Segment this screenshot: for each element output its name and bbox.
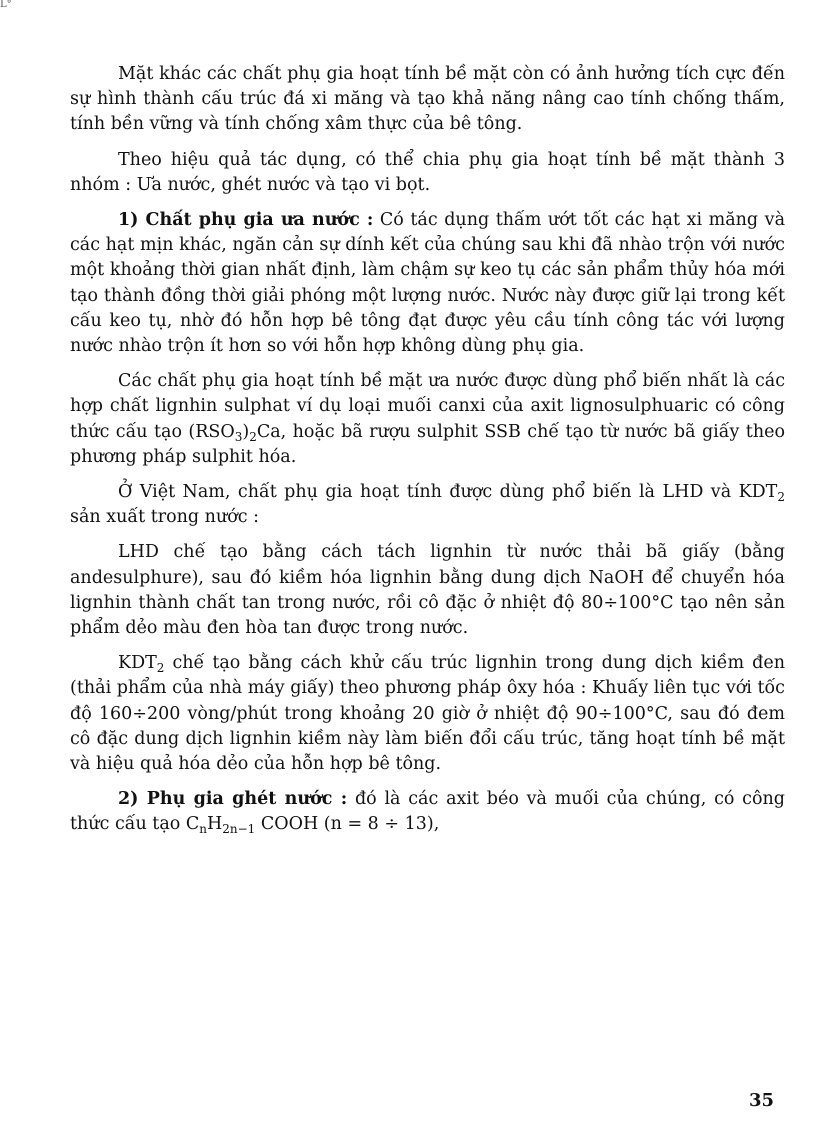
text-run: Ca, hoặc bã rượu sulphit SSB chế tạo từ nước bã giấy theo phương pháp sulphit hóa.	[70, 421, 785, 467]
text-run: )	[242, 421, 250, 442]
paragraph-vietnam-additives	[70, 480, 785, 530]
corner-mark: L°	[0, 0, 12, 10]
text-run: Ở Việt Nam, chất phụ gia hoạt tính được dùng phổ biến là LHD và KDT	[118, 482, 778, 503]
paragraph-lignin-sulphate	[70, 369, 785, 470]
text-run: COOH (n = 8 ÷ 13),	[255, 814, 440, 835]
section-heading-hydrophobic: 2) Phụ gia ghét nước :	[118, 789, 348, 810]
text-run: sản xuất trong nước :	[70, 507, 260, 528]
paragraph-classification: Theo hiệu quả tác dụng, có thể chia phụ gia hoạt tính bề mặt thành 3 nhóm : Ưa nước, ghét nước và tạo vi bọt.	[70, 149, 785, 195]
subscript: 3	[234, 429, 243, 444]
section-heading-hydrophilic: 1) Chất phụ gia ưa nước :	[118, 210, 374, 231]
text-run: H	[207, 814, 223, 835]
subscript: 2n−1	[222, 822, 256, 837]
text-run: Các chất phụ gia hoạt tính bề mặt ưa nước được dùng phổ biến nhất là các hợp chất lignhin sulphat ví dụ loại muối canxi của axit lignosulphuaric có công thức cấu tạo (RSO	[70, 371, 785, 442]
text-run: đó là các axit béo và muối của chúng, có công thức cấu tạo C	[70, 789, 785, 835]
text-run: chế tạo bằng cách khử cấu trúc lignhin trong dung dịch kiềm đen (thải phẩm của nhà máy giấy) theo phương pháp ôxy hóa : Khuấy liên tục với tốc độ 160÷200 vòng/phút trong khoảng 20 giờ ở nhiệt độ 90÷100°C, sau đó đem cô đặc dung dịch lignhin kiềm này làm biến đổi cấu trúc, tăng hoạt tính bề mặt và hiệu quả hóa dẻo của hỗn hợp bê tông.	[70, 653, 785, 775]
subscript: 2	[249, 429, 257, 444]
paragraph-surface-active-effects: Mặt khác các chất phụ gia hoạt tính bề mặt còn có ảnh hưởng tích cực đến sự hình thành cấu trúc đá xi măng và tạo khả năng nâng cao tính chống thấm, tính bền vững và tính chống xâm thực của bê tông.	[70, 64, 785, 135]
paragraph-text: Có tác dụng thấm ướt tốt các hạt xi măng và các hạt mịn khác, ngăn cản sự dính kết của chúng sau khi đã nhào trộn với nước một khoảng thời gian nhất định, làm chậm sự keo tụ các sản phẩm thủy hóa mới tạo thành đồng thời giải phóng một lượng nước. Nước này được giữ lại trong kết cấu keo tụ, nhờ đó hỗn hợp bê tông đạt được yêu cầu tính công tác với lượng nước nhào trộn ít hơn so với hỗn hợp không dùng phụ gia.	[70, 210, 785, 357]
paragraph-hydrophilic-additive	[70, 208, 785, 359]
text-run: KDT	[118, 653, 157, 674]
paragraph-hydrophobic-additive	[70, 787, 785, 837]
paragraph-lhd-production: LHD chế tạo bằng cách tách lignhin từ nước thải bã giấy (bằng andesulphure), sau đó kiềm hóa lignhin bằng dung dịch NaOH để chuyển hóa lignhin thành chất tan trong nước, rồi cô đặc ở nhiệt độ 80÷100°C tạo nên sản phẩm dẻo màu đen hòa tan được trong nước.	[70, 542, 785, 639]
page-body	[70, 62, 785, 846]
paragraph-kdt2-production	[70, 651, 785, 777]
subscript: 2	[777, 490, 785, 505]
subscript: n	[199, 822, 207, 837]
subscript: 2	[156, 661, 165, 676]
page-number: 35	[748, 1090, 774, 1111]
